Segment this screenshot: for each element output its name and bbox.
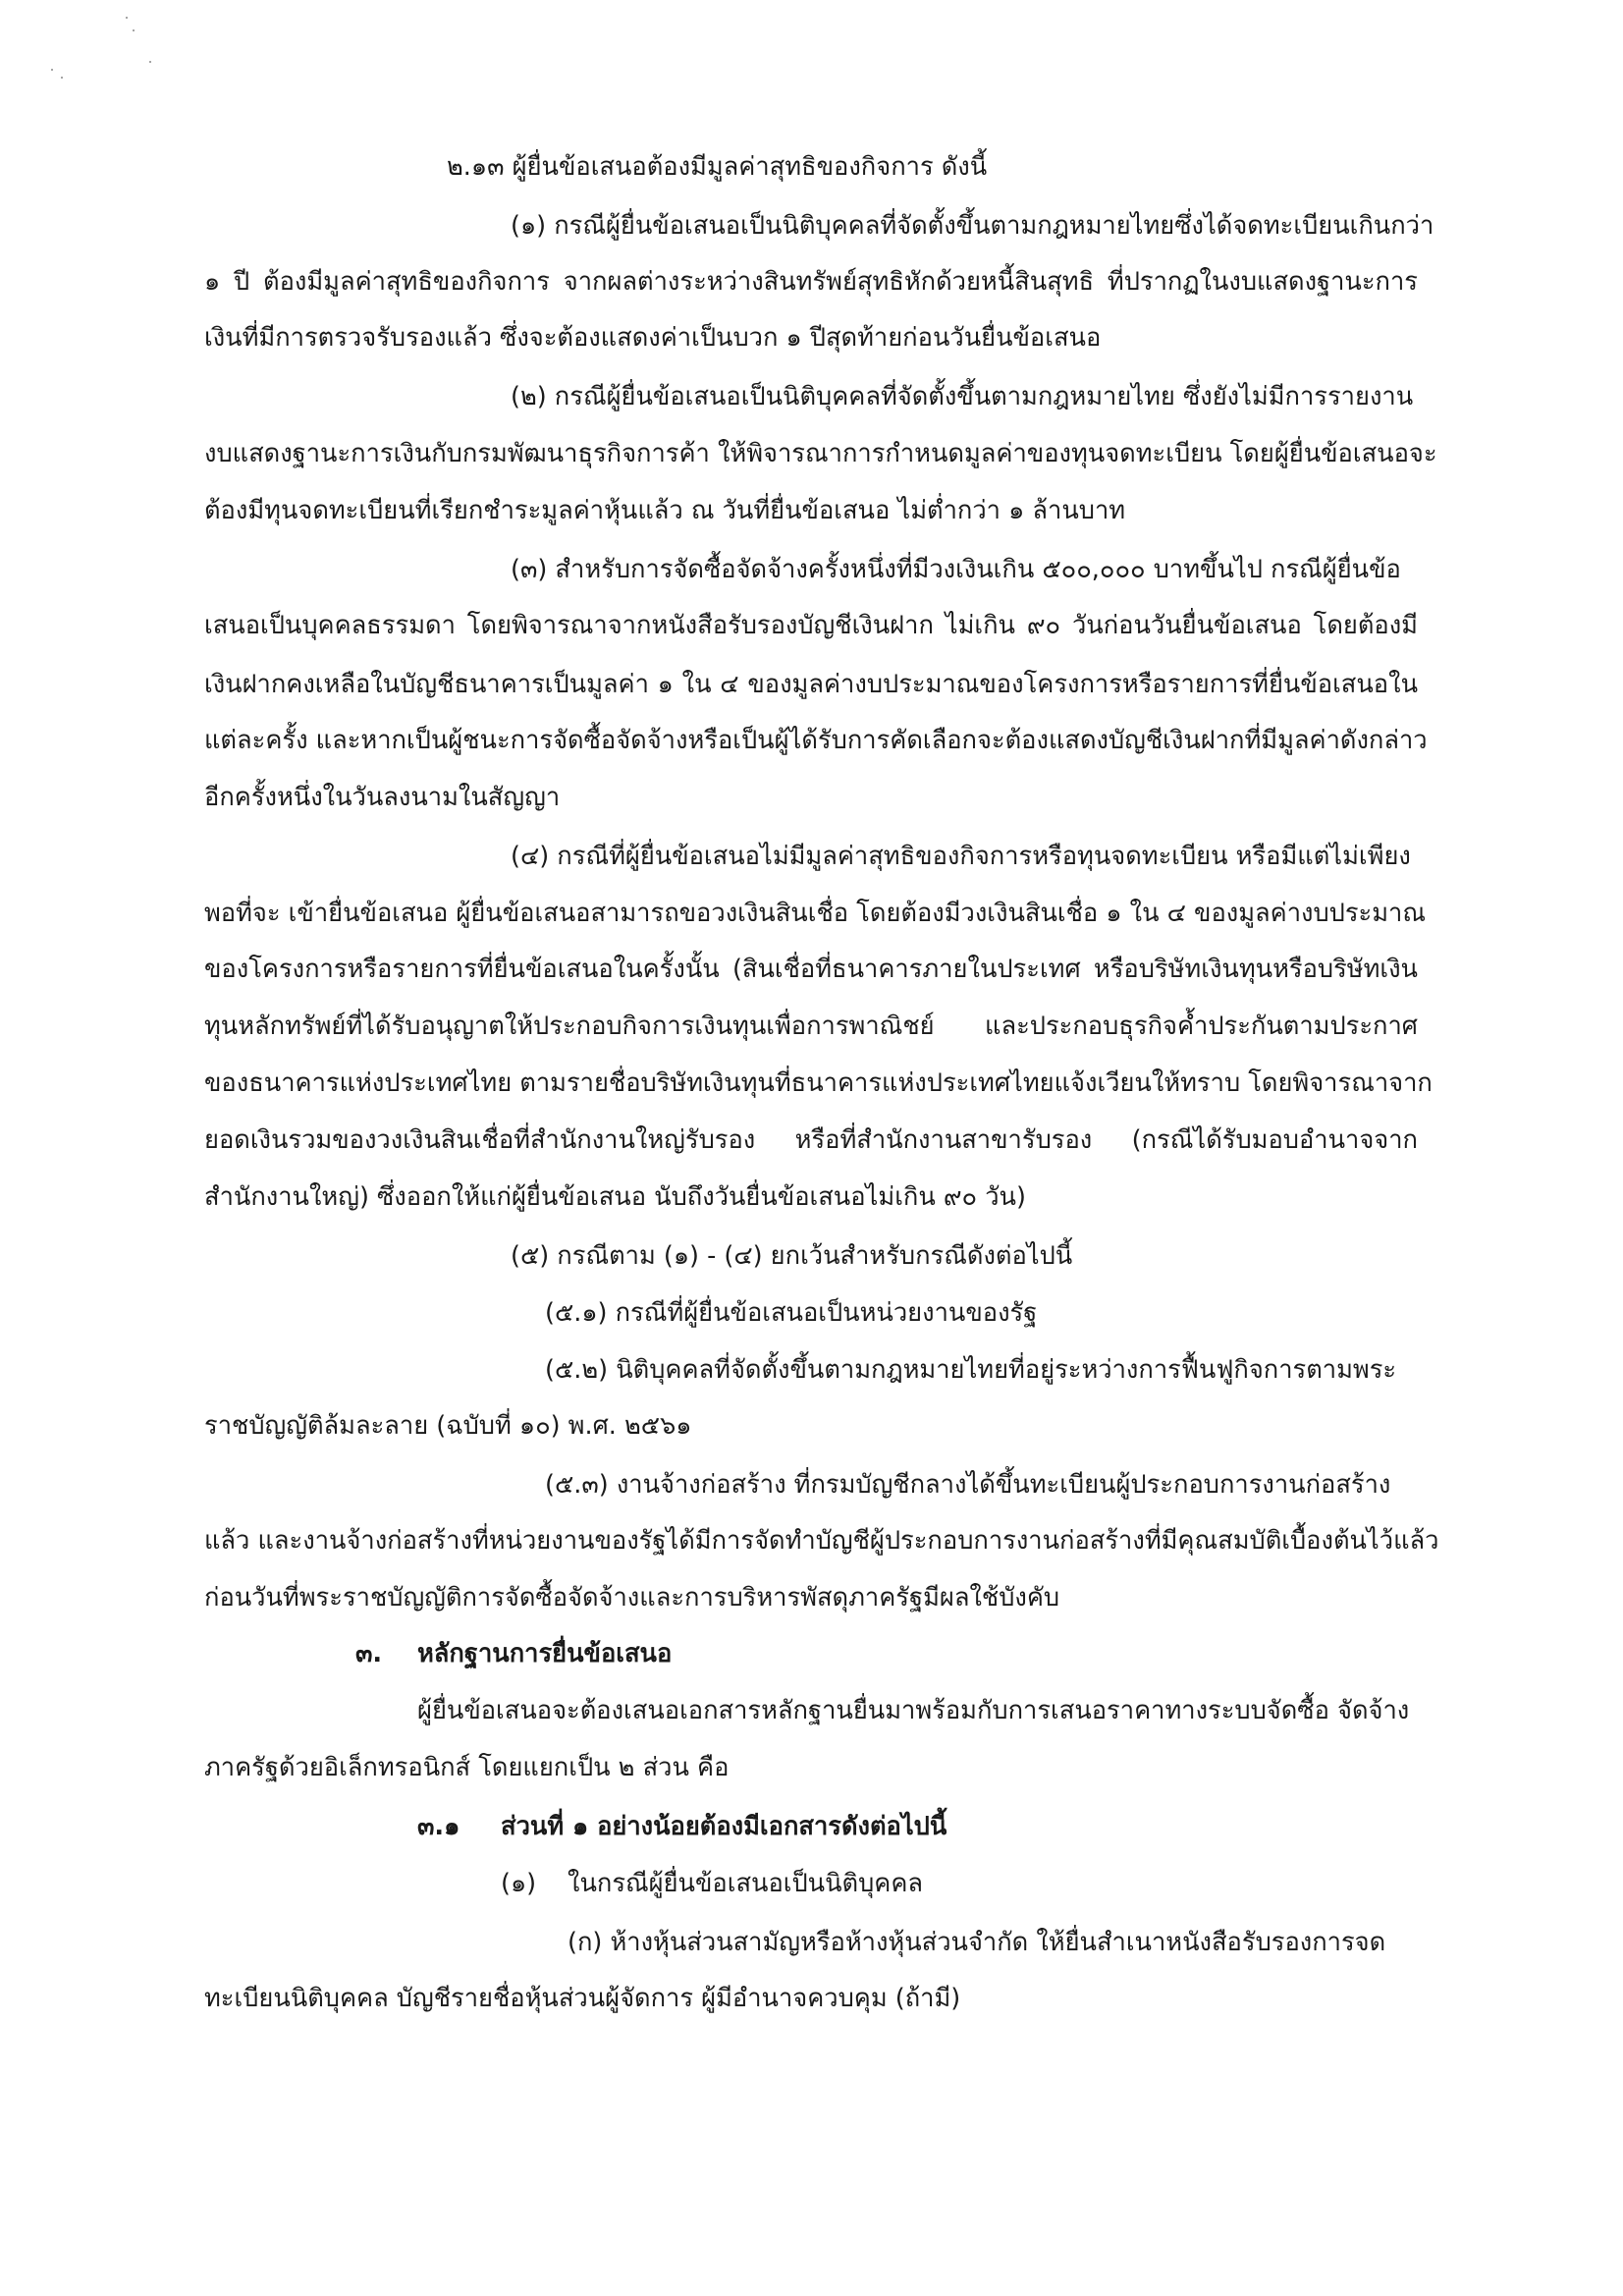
- para-4-line-3: ของโครงการหรือรายการที่ยื่นข้อเสนอในครั้งนั้น (สินเชื่อที่ธนาคารภายในประเทศ หรือบริษัทเงินทุนหรือบริษัทเงิน: [204, 955, 1418, 984]
- para-5-3-line-3: ก่อนวันที่พระราชบัญญัติการจัดซื้อจัดจ้างและการบริหารพัสดุภาครัฐมีผลใช้บังคับ: [204, 1583, 1060, 1613]
- para-3-line-5: อีกครั้งหนึ่งในวันลงนามในสัญญา: [204, 783, 561, 812]
- section-2-13-heading: ๒.๑๓ ผู้ยื่นข้อเสนอต้องมีมูลค่าสุทธิของกิจการ ดังนี้: [447, 152, 988, 182]
- item-1-text: ในกรณีผู้ยื่นข้อเสนอเป็นนิติบุคคล: [568, 1869, 924, 1898]
- item-1-a-line-2: ทะเบียนนิติบุคคล บัญชีรายชื่อหุ้นส่วนผู้จัดการ ผู้มีอำนาจควบคุม (ถ้ามี): [204, 1984, 961, 2013]
- para-4-line-4: ทุนหลักทรัพย์ที่ได้รับอนุญาตให้ประกอบกิจการเงินทุนเพื่อการพาณิชย์ และประกอบธุรกิจค้ำประกันตามประกาศ: [204, 1011, 1418, 1041]
- scan-speck: [149, 61, 151, 63]
- scan-speck: [51, 69, 53, 71]
- scan-speck: [133, 29, 135, 31]
- para-2-line-3: ต้องมีทุนจดทะเบียนที่เรียกชำระมูลค่าหุ้นแล้ว ณ วันที่ยื่นข้อเสนอ ไม่ต่ำกว่า ๑ ล้านบาท: [204, 496, 1126, 525]
- para-5-2-line-1: (๕.๒) นิติบุคคลที่จัดตั้งขึ้นตามกฎหมายไทยที่อยู่ระหว่างการฟื้นฟูกิจการตามพระ: [545, 1355, 1397, 1385]
- para-1-line-1: (๑) กรณีผู้ยื่นข้อเสนอเป็นนิติบุคคลที่จัดตั้งขึ้นตามกฎหมายไทยซึ่งได้จดทะเบียนเกินกว่า: [511, 211, 1434, 241]
- scan-speck: [61, 77, 63, 79]
- para-4-line-7: สำนักงานใหญ่) ซึ่งออกให้แก่ผู้ยื่นข้อเสนอ นับถึงวันยื่นข้อเสนอไม่เกิน ๙๐ วัน): [204, 1182, 1026, 1212]
- item-1-number: (๑): [501, 1869, 537, 1898]
- section-3-intro-line-1: ผู้ยื่นข้อเสนอจะต้องเสนอเอกสารหลักฐานยื่นมาพร้อมกับการเสนอราคาทางระบบจัดซื้อ จัดจ้าง: [417, 1696, 1410, 1725]
- para-4-line-5: ของธนาคารแห่งประเทศไทย ตามรายชื่อบริษัทเงินทุนที่ธนาคารแห่งประเทศไทยแจ้งเวียนให้ทราบ โดยพิจารณาจาก: [204, 1068, 1433, 1098]
- para-3-line-3: เงินฝากคงเหลือในบัญชีธนาคารเป็นมูลค่า ๑ ใน ๔ ของมูลค่างบประมาณของโครงการหรือรายการที่ยื่นข้อเสนอใน: [204, 670, 1418, 699]
- section-3-number: ๓.: [355, 1639, 383, 1668]
- para-3-line-1: (๓) สำหรับการจัดซื้อจัดจ้างครั้งหนึ่งที่มีวงเงินเกิน ๕๐๐,๐๐๐ บาทขึ้นไป กรณีผู้ยื่นข้อ: [511, 555, 1401, 584]
- para-1-line-3: เงินที่มีการตรวจรับรองแล้ว ซึ่งจะต้องแสดงค่าเป็นบวก ๑ ปีสุดท้ายก่อนวันยื่นข้อเสนอ: [204, 323, 1102, 353]
- para-5-2-line-2: ราชบัญญัติล้มละลาย (ฉบับที่ ๑๐) พ.ศ. ๒๕๖๑: [204, 1411, 692, 1441]
- para-5-3-line-1: (๕.๓) งานจ้างก่อสร้าง ที่กรมบัญชีกลางได้ขึ้นทะเบียนผู้ประกอบการงานก่อสร้าง: [545, 1470, 1391, 1500]
- para-4-line-2: พอที่จะ เข้ายื่นข้อเสนอ ผู้ยื่นข้อเสนอสามารถขอวงเงินสินเชื่อ โดยต้องมีวงเงินสินเชื่อ ๑ ใน ๔ ของมูลค่างบประมาณ: [204, 899, 1427, 928]
- para-2-line-1: (๒) กรณีผู้ยื่นข้อเสนอเป็นนิติบุคคลที่จัดตั้งขึ้นตามกฎหมายไทย ซึ่งยังไม่มีการรายงาน: [511, 382, 1414, 411]
- para-3-line-4: แต่ละครั้ง และหากเป็นผู้ชนะการจัดซื้อจัดจ้างหรือเป็นผู้ได้รับการคัดเลือกจะต้องแสดงบัญชีเงินฝากที่มีมูลค่าดังกล่าว: [204, 726, 1428, 755]
- section-3-1-heading: ส่วนที่ ๑ อย่างน้อยต้องมีเอกสารดังต่อไปนี้: [501, 1812, 947, 1841]
- para-2-line-2: งบแสดงฐานะการเงินกับกรมพัฒนาธุรกิจการค้า ให้พิจารณาการกำหนดมูลค่าของทุนจดทะเบียน โดยผู้ยื่นข้อเสนอจะ: [204, 439, 1437, 468]
- para-5-line-1: (๕) กรณีตาม (๑) - (๔) ยกเว้นสำหรับกรณีดังต่อไปนี้: [511, 1241, 1073, 1271]
- section-3-heading: หลักฐานการยื่นข้อเสนอ: [417, 1639, 673, 1668]
- para-3-line-2: เสนอเป็นบุคคลธรรมดา โดยพิจารณาจากหนังสือรับรองบัญชีเงินฝาก ไม่เกิน ๙๐ วันก่อนวันยื่นข้อเสนอ โดยต้องมี: [204, 611, 1418, 640]
- para-4-line-1: (๔) กรณีที่ผู้ยื่นข้อเสนอไม่มีมูลค่าสุทธิของกิจการหรือทุนจดทะเบียน หรือมีแต่ไม่เพียง: [511, 842, 1411, 871]
- para-5-3-line-2: แล้ว และงานจ้างก่อสร้างที่หน่วยงานของรัฐได้มีการจัดทำบัญชีผู้ประกอบการงานก่อสร้างที่มีคุณสมบัติเบื้องต้นไว้แล้ว: [204, 1526, 1439, 1556]
- section-3-1-number: ๓.๑: [417, 1812, 460, 1841]
- scan-speck: [126, 17, 128, 19]
- item-1-a-line-1: (ก) ห้างหุ้นส่วนสามัญหรือห้างหุ้นส่วนจำกัด ให้ยื่นสำเนาหนังสือรับรองการจด: [568, 1928, 1386, 1957]
- para-5-1-line: (๕.๑) กรณีที่ผู้ยื่นข้อเสนอเป็นหน่วยงานของรัฐ: [545, 1298, 1038, 1328]
- para-1-line-2: ๑ ปี ต้องมีมูลค่าสุทธิของกิจการ จากผลต่างระหว่างสินทรัพย์สุทธิหักด้วยหนี้สินสุทธิ ที่ปรากฏในงบแสดงฐานะการ: [204, 267, 1418, 297]
- para-4-line-6: ยอดเงินรวมของวงเงินสินเชื่อที่สำนักงานใหญ่รับรอง หรือที่สำนักงานสาขารับรอง (กรณีได้รับมอบอำนาจจาก: [204, 1125, 1418, 1155]
- section-3-intro-line-2: ภาครัฐด้วยอิเล็กทรอนิกส์ โดยแยกเป็น ๒ ส่วน คือ: [204, 1753, 730, 1782]
